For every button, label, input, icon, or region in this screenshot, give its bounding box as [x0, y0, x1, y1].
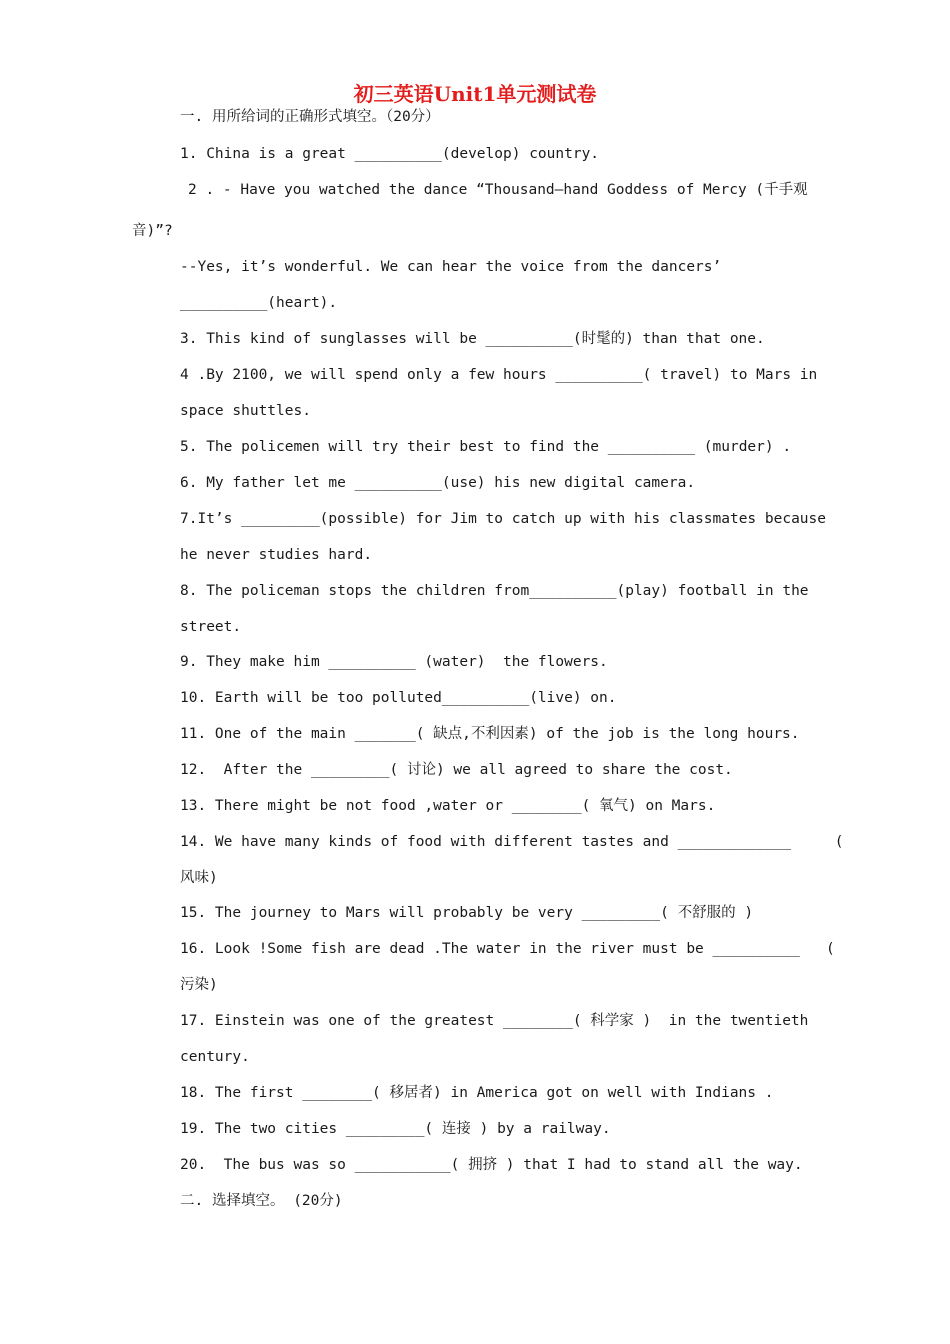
question-line: 风味) [180, 870, 218, 886]
page-title: 初三英语Unit1单元测试卷 [353, 82, 597, 106]
question-line: 15. The journey to Mars will probably be very _________( 不舒服的 ) [180, 905, 754, 921]
question-line: 9. They make him __________ (water) the flowers. [180, 654, 608, 670]
question-line: 2 . - Have you watched the dance “Thousand—hand Goddess of Mercy (千手观 [188, 182, 808, 198]
question-line: 音)”? [132, 223, 173, 239]
section-heading: 一. 用所给词的正确形式填空。（20分） [180, 109, 440, 125]
question-line: 8. The policeman stops the children from__________(play) football in the [180, 583, 809, 599]
question-line: 3. This kind of sunglasses will be __________(时髦的) than that one. [180, 331, 765, 347]
question-line: street. [180, 619, 242, 635]
question-line: 7.It’s _________(possible) for Jim to catch up with his classmates because [180, 511, 827, 527]
question-line: 12. After the _________( 讨论) we all agreed to share the cost. [180, 762, 733, 778]
question-line: 4 .By 2100, we will spend only a few hours __________( travel) to Mars in [180, 367, 818, 383]
question-line: 17. Einstein was one of the greatest ________( 科学家 ) in the twentieth [180, 1013, 809, 1029]
question-line: 10. Earth will be too polluted__________(live) on. [180, 690, 617, 706]
question-line: 1. China is a great __________(develop) country. [180, 146, 600, 162]
question-line: 污染) [180, 977, 218, 993]
question-line: --Yes, it’s wonderful. We can hear the voice from the dancers’ [180, 259, 722, 275]
question-line: space shuttles. [180, 403, 311, 419]
question-line: 18. The first ________( 移居者) in America got on well with Indians . [180, 1085, 774, 1101]
question-line: __________(heart). [180, 295, 338, 311]
question-line: 6. My father let me __________(use) his new digital camera. [180, 475, 696, 491]
question-line: 11. One of the main _______( 缺点,不利因素) of the job is the long hours. [180, 726, 800, 742]
question-line: he never studies hard. [180, 547, 373, 563]
question-line: 13. There might be not food ,water or ________( 氧气) on Mars. [180, 798, 716, 814]
question-line: 5. The policemen will try their best to find the __________ (murder) . [180, 439, 792, 455]
section-heading: 二. 选择填空。 (20分) [180, 1193, 343, 1209]
question-line: century. [180, 1049, 250, 1065]
question-line: 20. The bus was so ___________( 拥挤 ) that I had to stand all the way. [180, 1157, 803, 1173]
question-line: 16. Look !Some fish are dead .The water in the river must be __________ ( [180, 941, 835, 957]
question-line: 19. The two cities _________( 连接 ) by a railway. [180, 1121, 611, 1137]
question-line: 14. We have many kinds of food with different tastes and _____________ ( [180, 834, 844, 850]
